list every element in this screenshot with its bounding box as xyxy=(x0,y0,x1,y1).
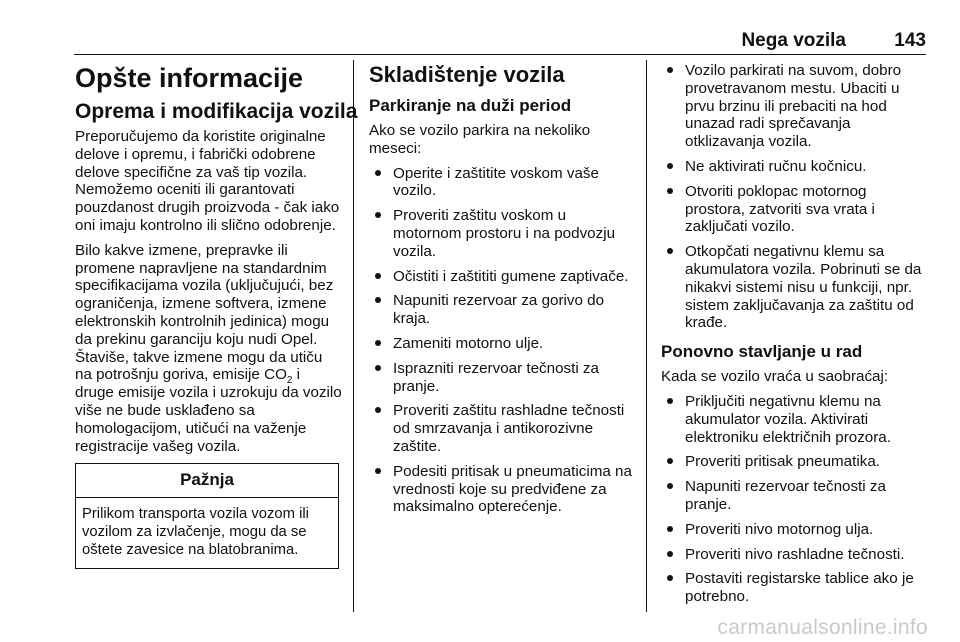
paragraph-recommendation: Preporučujemo da koristite originalne delove i opremu, i fabrički odobrene delove specifične za vaš tip vozila. Nemožemo oceniti ili garantovati pouzdanost drugih proizvoda - čak iako oni imaju kontrolno ili slično odobrenje. xyxy=(75,128,340,234)
warning-heading: Pažnja xyxy=(76,464,338,498)
co2-subscript: 2 xyxy=(286,375,293,387)
bullet-icon xyxy=(667,458,673,464)
bullet-icon xyxy=(375,297,381,303)
list-item: Priključiti negativnu klemu na akumulator vozila. Aktivirati elektroniku električnih prozora. xyxy=(661,393,929,446)
bullet-icon xyxy=(667,248,673,254)
bullet-icon xyxy=(667,67,673,73)
recommissioning-checklist xyxy=(661,393,929,606)
list-item: Podesiti pritisak u pneumaticima na vrednosti koje su predviđene za maksimalno opterećenje. xyxy=(369,463,637,516)
bullet-icon xyxy=(667,163,673,169)
page-number: 143 xyxy=(894,30,926,51)
storage-intro: Ako se vozilo parkira na nekoliko meseci: xyxy=(369,122,591,157)
warning-text: Prilikom transporta vozila vozom ili vozilom za izvlačenje, mogu da se oštete zavesice na blatobranima. xyxy=(82,506,309,558)
storage-checklist-continued xyxy=(661,62,929,332)
recommissioning-intro: Kada se vozilo vraća u saobraćaj: xyxy=(661,368,889,386)
list-item: Vozilo parkirati na suvom, dobro provetravanom mestu. Ubaciti u prvu brzinu ili prebaciti na hod unazad radi sprečavanja otklizavanja vozila. xyxy=(661,62,929,151)
list-item: Proveriti nivo motornog ulja. xyxy=(661,521,929,539)
bullet-icon xyxy=(375,170,381,176)
list-item: Proveriti pritisak pneumatika. xyxy=(661,453,929,471)
bullet-icon xyxy=(667,551,673,557)
bullet-icon xyxy=(667,483,673,489)
column-1 xyxy=(75,62,358,569)
column-divider-1 xyxy=(353,60,354,612)
bullet-icon xyxy=(375,340,381,346)
storage-checklist xyxy=(369,165,637,517)
bullet-icon xyxy=(375,468,381,474)
bullet-icon xyxy=(667,398,673,404)
bullet-icon xyxy=(375,273,381,279)
list-item: Postaviti registarske tablice ako je potrebno. xyxy=(661,570,929,606)
bullet-icon xyxy=(375,365,381,371)
list-item: Ne aktivirati ručnu kočnicu. xyxy=(661,158,929,176)
column-2 xyxy=(369,62,637,523)
list-item: Otvoriti poklopac motornog prostora, zatvoriti sva vrata i zaključati vozilo. xyxy=(661,183,929,236)
bullet-icon xyxy=(375,407,381,413)
page-title: Opšte informacije xyxy=(75,63,304,93)
section-heading-storage: Skladištenje vozila xyxy=(369,62,565,87)
watermark: carmanualsonline.info xyxy=(717,616,928,639)
page-header xyxy=(74,30,926,52)
list-item: Napuniti rezervoar za gorivo do kraja. xyxy=(369,292,637,328)
bullet-icon xyxy=(667,526,673,532)
subheading-recommissioning: Ponovno stavljanje u rad xyxy=(661,342,863,362)
column-divider-2 xyxy=(646,60,647,612)
warning-box xyxy=(75,463,339,568)
list-item: Isprazniti rezervoar tečnosti za pranje. xyxy=(369,360,637,396)
list-item: Proveriti zaštitu voskom u motornom prostoru i na podvozju vozila. xyxy=(369,207,637,260)
modifications-text-b: i druge emisije vozila i uzrokuju da vozilo više ne bude usklađeno sa homologacijom, utičući na važenje registracije vašeg vozila. xyxy=(75,366,342,455)
list-item: Operite i zaštitite voskom vaše vozilo. xyxy=(369,165,637,201)
section-title: Nega vozila xyxy=(741,30,846,51)
bullet-icon xyxy=(667,188,673,194)
column-3 xyxy=(661,62,929,613)
subheading-long-parking: Parkiranje na duži period xyxy=(369,96,572,115)
list-item: Otkopčati negativnu klemu sa akumulatora vozila. Pobrinuti se da nikakvi sistemi nisu u funkciji, npr. sistem zaključavanja za zaštitu od krađe. xyxy=(661,243,929,332)
list-item: Napuniti rezervoar tečnosti za pranje. xyxy=(661,478,929,514)
paragraph-modifications xyxy=(75,242,343,456)
list-item: Zameniti motorno ulje. xyxy=(369,335,637,353)
list-item: Proveriti zaštitu rashladne tečnosti od smrzavanja i antikorozivne zaštite. xyxy=(369,402,637,455)
header-rule xyxy=(74,54,926,55)
bullet-icon xyxy=(667,575,673,581)
section-heading-equipment: Oprema i modifikacija vozila xyxy=(75,100,358,123)
list-item: Očistiti i zaštititi gumene zaptivače. xyxy=(369,268,637,286)
modifications-text-a: Bilo kakve izmene, prepravke ili promene napravljene na standardnim specifikacijama vozila (uključujući, bez ograničenja, izmene softvera, izmene elektronskih kontrolnih jedinica) mogu da prekinu garanciju koju nudi Opel. Štaviše, takve izmene mogu da utiču na potrošnju goriva, emisije CO xyxy=(75,241,334,384)
bullet-icon xyxy=(375,212,381,218)
list-item: Proveriti nivo rashladne tečnosti. xyxy=(661,546,929,564)
